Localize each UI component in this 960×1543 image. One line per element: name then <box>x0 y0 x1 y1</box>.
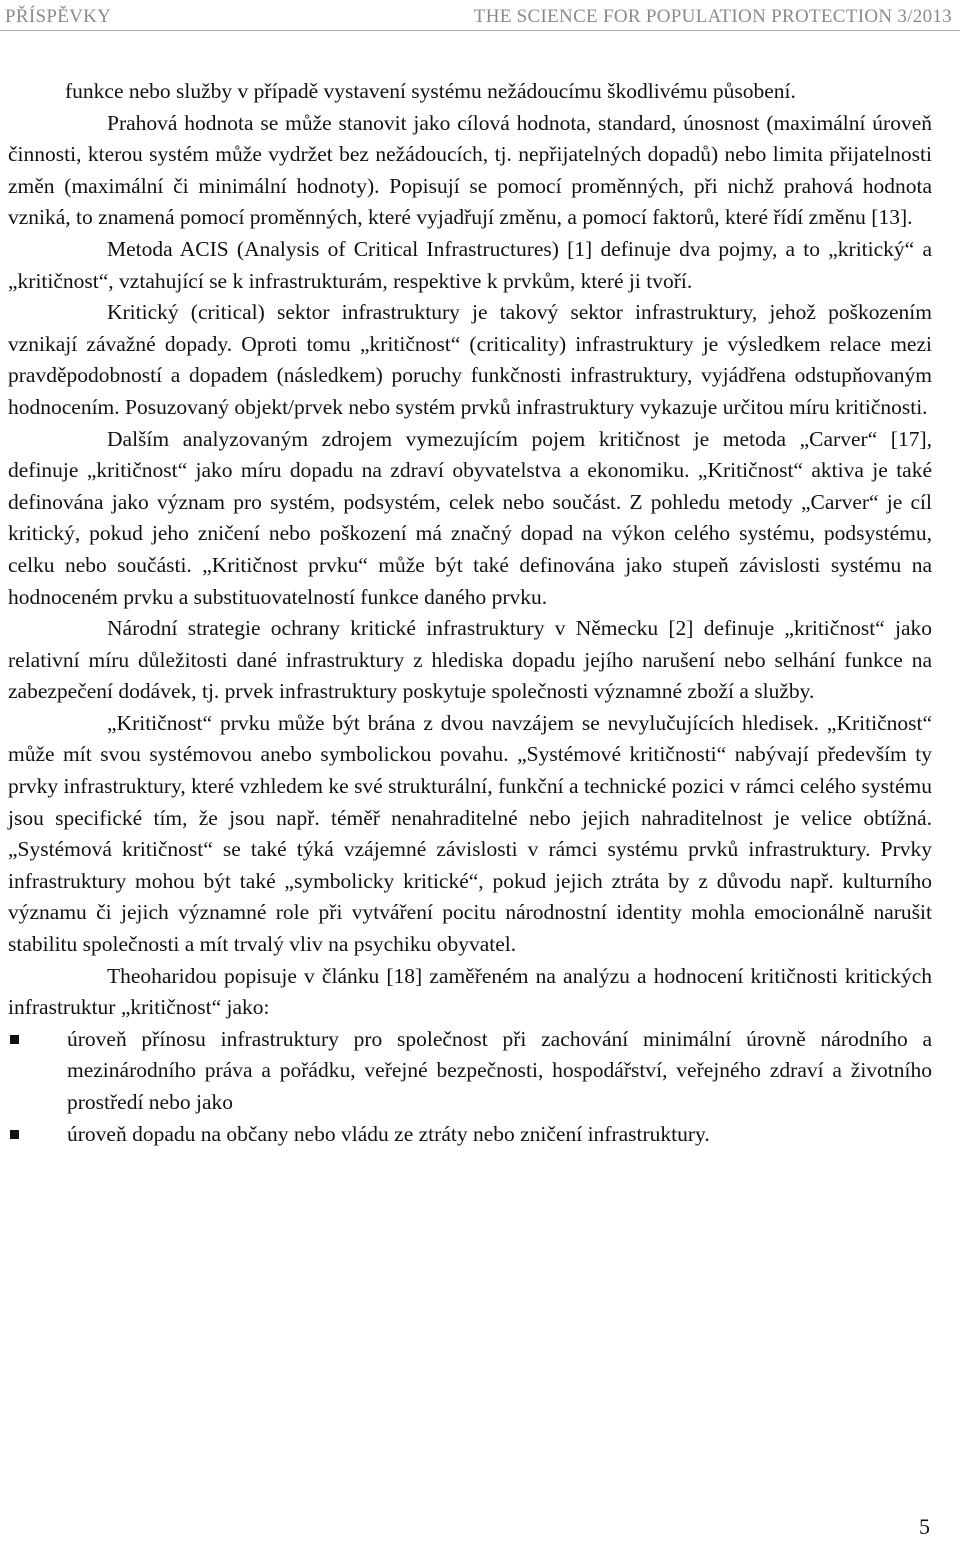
paragraph: „Kritičnost“ prvku může být brána z dvou navzájem se nevylučujících hledisek. „Kritičnost“ může mít svou systémovou anebo symbolickou povahu. „Systémové kritičnosti“ nabývají především ty prvky infrastruktury, které vzhledem ke své strukturální, funkční a technické pozici v rámci celého systému jsou specifické tím, že jsou např. téměř nenahraditelné nebo jejich nahraditelnost je velice obtížná. „Systémová kritičnost“ se také týká vzájemné závislosti v rámci systému prvků infrastruktury. Prvky infrastruktury mohou být také „symbolicky kritické“, pokud jejich ztráta by z důvodu např. kulturního významu či jejich významné role při vytváření pocitu národnostní identity mohla emocionálně narušit stabilitu společnosti a mít trvalý vliv na psychiku obyvatel. <box>8 710 932 957</box>
article-body <box>8 76 932 1150</box>
list-item <box>8 1119 932 1151</box>
running-header <box>0 4 960 31</box>
header-section-label: PŘÍSPĚVKY <box>5 6 112 27</box>
square-bullet-icon <box>10 1130 19 1139</box>
square-bullet-icon <box>10 1035 19 1044</box>
paragraph: Národní strategie ochrany kritické infrastruktury v Německu [2] definuje „kritičnost“ jako relativní míru důležitosti dané infrastruktury z hlediska dopadu jejího narušení nebo selhání funkce na zabezpečení dodávek, tj. prvek infrastruktury poskytuje společnosti významné zboží a služby. <box>8 616 932 704</box>
paragraph: funkce nebo služby v případě vystavení systému nežádoucímu škodlivému působení. <box>65 79 796 103</box>
paragraph: Kritický (critical) sektor infrastruktury je takový sektor infrastruktury, jehož poškozením vznikají závažné dopady. Oproti tomu „kritičnost“ (criticality) infrastruktury je výsledkem relace mezi pravděpodobností a dopadem (následkem) poruchy funkčnosti infrastruktury, vyjádřena odstupňovaným hodnocením. Posuzovaný objekt/prvek nebo systém prvků infrastruktury vykazuje určitou míru kritičnosti. <box>8 300 932 419</box>
header-journal-title: THE SCIENCE FOR POPULATION PROTECTION 3/2013 <box>473 6 952 27</box>
paragraph: Theoharidou popisuje v článku [18] zaměřeném na analýzu a hodnocení kritičnosti kritických infrastruktur „kritičnost“ jako: <box>8 963 932 1020</box>
paragraph: Prahová hodnota se může stanovit jako cílová hodnota, standard, únosnost (maximální úroveň činnosti, kterou systém může vydržet bez nežádoucích, tj. nepřijatelných dopadů) nebo limita přijatelnosti změn (maximální či minimální hodnoty). Popisují se pomocí proměnných, při nichž prahová hodnota vzniká, to znamená pomocí proměnných, které vyjadřují změnu, a pomocí faktorů, které řídí změnu [13]. <box>8 110 932 230</box>
page-number: 5 <box>919 1514 930 1539</box>
list-item-text: úroveň dopadu na občany nebo vládu ze ztráty nebo zničení infrastruktury. <box>67 1121 710 1146</box>
list-item <box>8 1024 932 1119</box>
bullet-list <box>8 1024 932 1150</box>
paragraph: Metoda ACIS (Analysis of Critical Infrastructures) [1] definuje dva pojmy, a to „kritický“ a „kritičnost“, vztahující se k infrastrukturám, respektive k prvkům, které ji tvoří. <box>8 236 932 293</box>
list-item-text: úroveň přínosu infrastruktury pro společnost při zachování minimální úrovně národního a mezinárodního práva a pořádku, veřejné bezpečnosti, hospodářství, veřejného zdraví a životního prostředí nebo jako <box>67 1026 932 1114</box>
paragraph: Dalším analyzovaným zdrojem vymezujícím pojem kritičnost je metoda „Carver“ [17], definuje „kritičnost“ jako míru dopadu na zdraví obyvatelstva a ekonomiku. „Kritičnost“ aktiva je také definována jako význam pro systém, podsystém, celek nebo součást. Z pohledu metody „Carver“ je cíl kritický, pokud jeho zničení nebo poškození má značný dopad na výkon celého systému, podsystému, celku nebo součásti. „Kritičnost prvku“ může být také definována jako stupeň závislosti systému na hodnoceném prvku a substituovatelností funkce daného prvku. <box>8 426 932 609</box>
